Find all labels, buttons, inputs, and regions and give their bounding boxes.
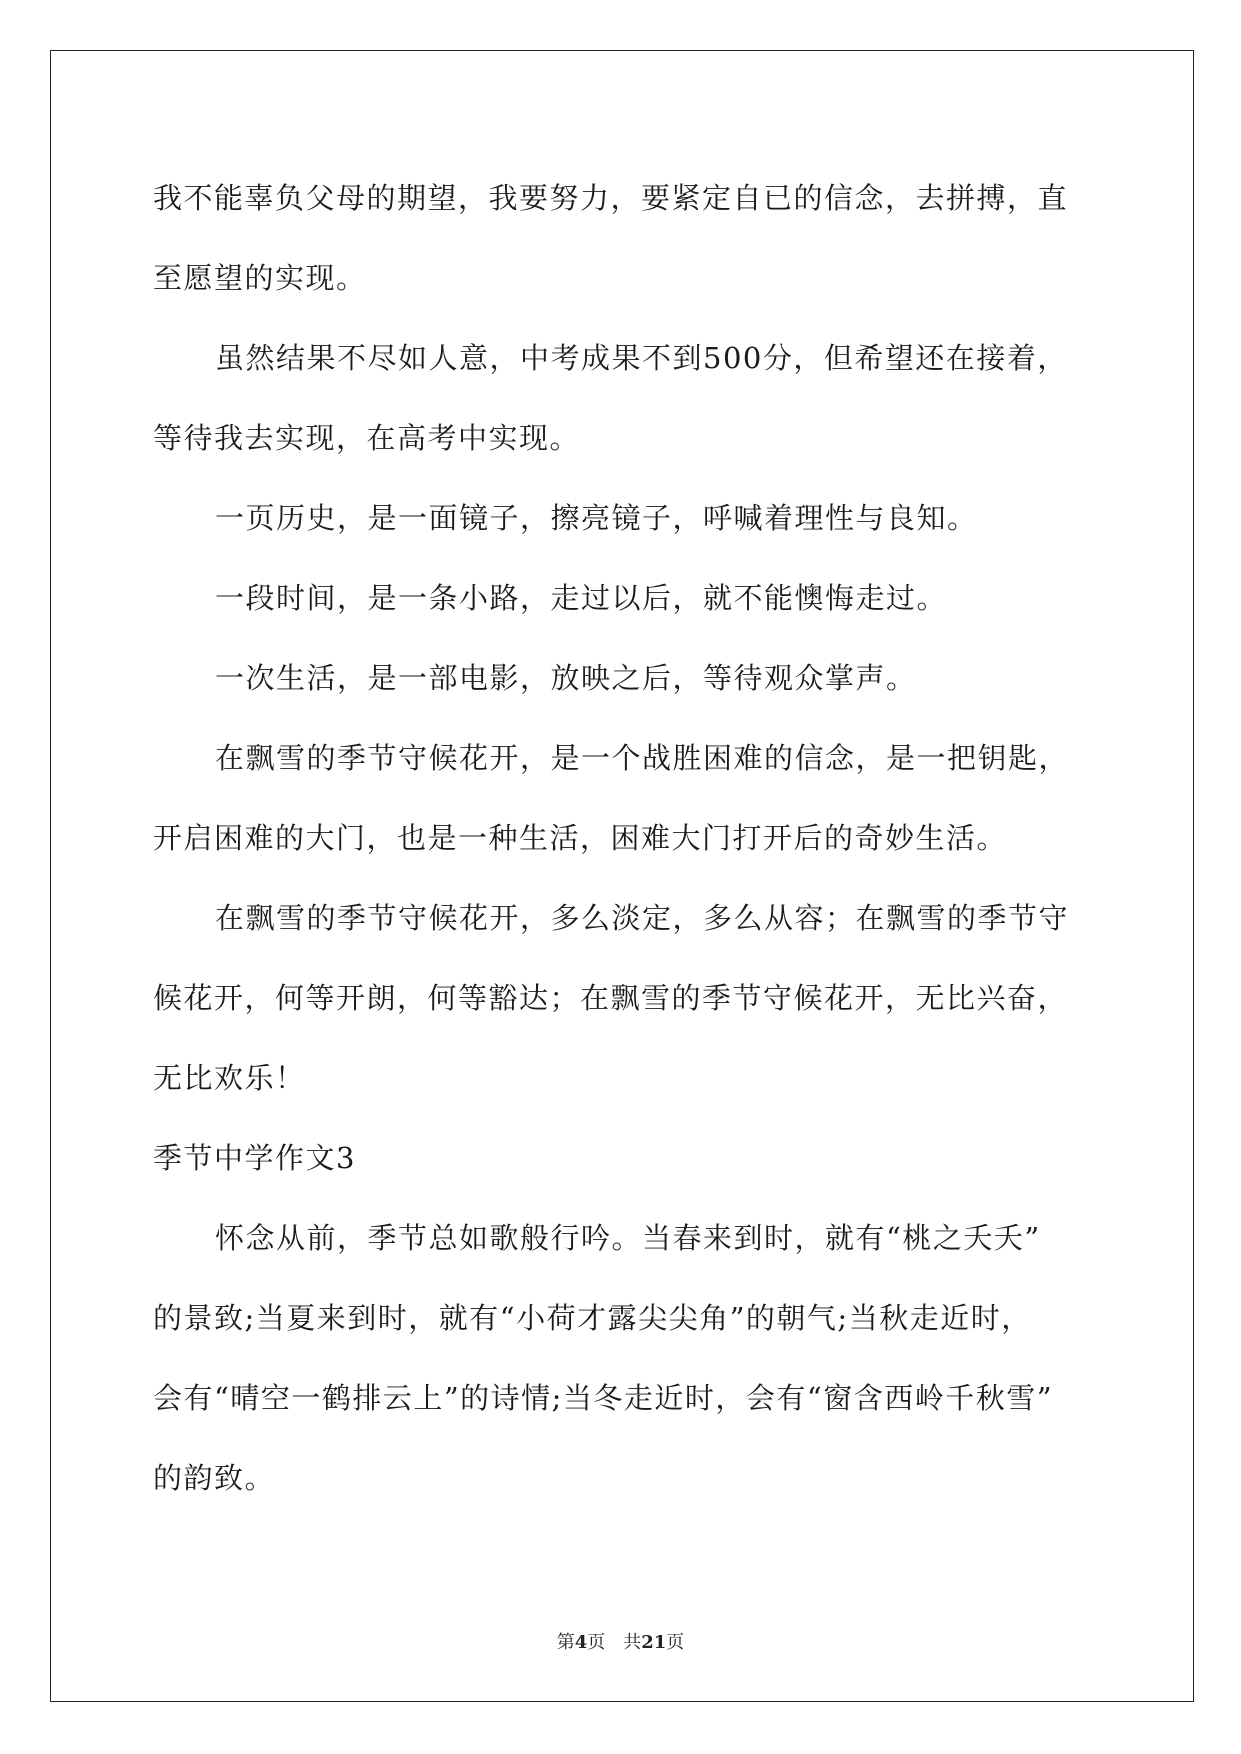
text-line-2: 至愿望的实现。 xyxy=(153,261,367,295)
page-number: 4 xyxy=(574,1632,588,1653)
total-pages: 21 xyxy=(641,1632,667,1653)
text-line-7: 一次生活，是一部电影，放映之后，等待观众掌声。 xyxy=(215,661,917,695)
text-line-8: 在飘雪的季节守候花开，是一个战胜困难的信念，是一把钥匙， xyxy=(215,741,1070,775)
text-line-14: 怀念从前，季节总如歌般行吟。当春来到时，就有“桃之夭夭” xyxy=(215,1221,1041,1255)
page-suffix: 页 xyxy=(587,1632,606,1653)
page-footer xyxy=(0,1628,1241,1654)
text-line-11: 候花开，何等开朗，何等豁达；在飘雪的季节守候花开，无比兴奋， xyxy=(153,981,1069,1015)
text-line-5: 一页历史，是一面镜子，擦亮镜子，呼喊着理性与良知。 xyxy=(215,501,978,535)
text-line-4: 等待我去实现，在高考中实现。 xyxy=(153,421,581,455)
page-prefix: 第 xyxy=(556,1632,575,1653)
text-line-9: 开启困难的大门，也是一种生活，困难大门打开后的奇妙生活。 xyxy=(153,821,1008,855)
text-line-3: 虽然结果不尽如人意，中考成果不到500分，但希望还在接着， xyxy=(215,341,1068,375)
text-line-10: 在飘雪的季节守候花开，多么淡定，多么从容；在飘雪的季节守 xyxy=(215,901,1070,935)
document-body xyxy=(153,158,1093,1518)
text-line-16: 会有“晴空一鹤排云上”的诗情;当冬走近时，会有“窗含西岭千秋雪” xyxy=(153,1381,1054,1415)
section-heading: 季节中学作文3 xyxy=(153,1141,356,1175)
text-line-12: 无比欢乐！ xyxy=(153,1061,306,1095)
total-suffix: 页 xyxy=(666,1632,685,1653)
total-prefix: 共 xyxy=(623,1632,642,1653)
text-line-1: 我不能辜负父母的期望，我要努力，要紧定自已的信念，去拼搏，直 xyxy=(153,181,1069,215)
text-line-6: 一段时间，是一条小路，走过以后，就不能懊悔走过。 xyxy=(215,581,948,615)
text-line-17: 的韵致。 xyxy=(153,1461,276,1495)
text-line-15: 的景致;当夏来到时，就有“小荷才露尖尖角”的朝气;当秋走近时， xyxy=(153,1301,1032,1335)
